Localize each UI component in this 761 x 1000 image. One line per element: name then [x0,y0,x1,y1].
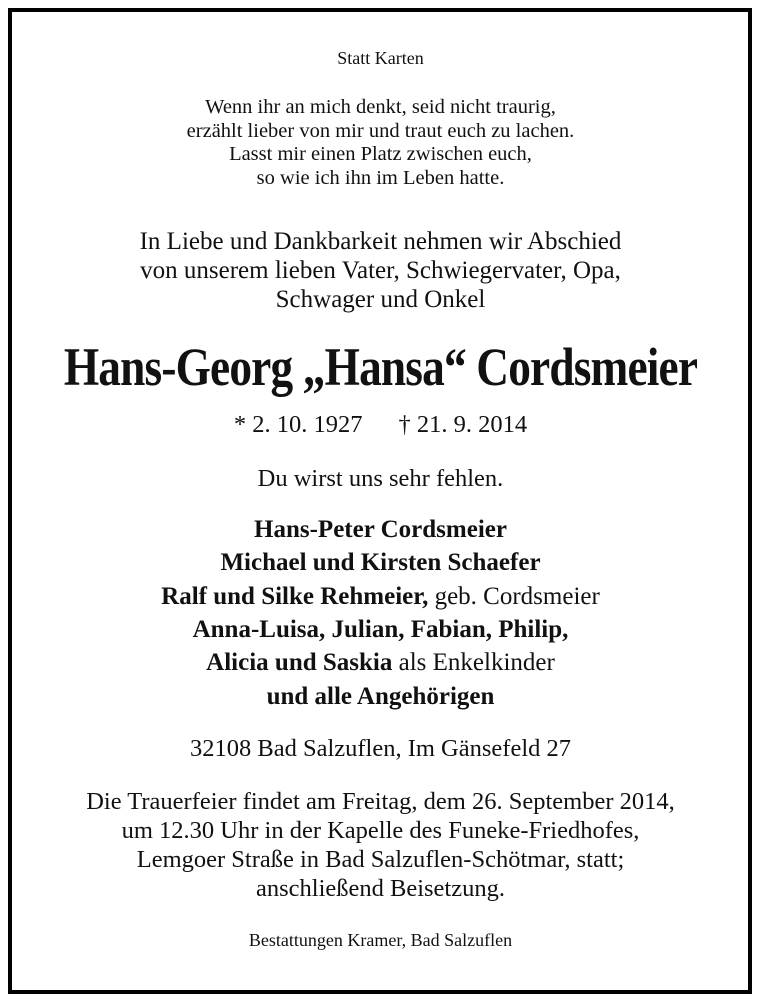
intro-line: In Liebe und Dankbarkeit nehmen wir Abschied [139,228,622,255]
death-date: † 21. 9. 2014 [398,411,528,438]
poem-line: so wie ich ihn im Leben hatte. [256,166,505,189]
service-line: um 12.30 Uhr in der Kapelle des Funeke-Friedhofes, [121,817,640,844]
birth-date: * 2. 10. 1927 [233,411,363,438]
address: 32108 Bad Salzuflen, Im Gänsefeld 27 [189,735,572,762]
service-line: Lemgoer Straße in Bad Salzuflen-Schötmar, statt; [136,846,625,873]
family-line: Ralf und Silke Rehmeier, geb. Cordsmeier [161,582,600,610]
family-line: Alicia und Saskia als Enkelkinder [206,649,555,677]
undertaker: Bestattungen Kramer, Bad Salzuflen [248,930,513,950]
life-dates [0,411,761,439]
poem-line: Lasst mir einen Platz zwischen euch, [229,143,532,165]
intro-line: von unserem lieben Vater, Schwiegervater, Opa, [140,257,621,284]
header-text: Statt Karten [337,48,424,68]
family-line: Anna-Luisa, Julian, Fabian, Philip, [192,615,569,643]
poem-line: Wenn ihr an mich denkt, seid nicht traurig, [205,96,556,118]
poem-line: erzählt lieber von mir und traut euch zu lachen. [186,119,575,142]
family-line: Hans-Peter Cordsmeier [254,516,507,543]
service-line: Die Trauerfeier findet am Freitag, dem 26. September 2014, [86,788,675,815]
family-line: und alle Angehörigen [266,682,495,710]
farewell-text: Du wirst uns sehr fehlen. [257,465,504,492]
deceased-name: Hans-Georg „Hansa“ Cordsmeier [63,337,698,397]
intro-line: Schwager und Onkel [275,286,486,313]
service-line: anschließend Beisetzung. [255,875,505,902]
family-line: Michael und Kirsten Schaefer [220,549,541,577]
